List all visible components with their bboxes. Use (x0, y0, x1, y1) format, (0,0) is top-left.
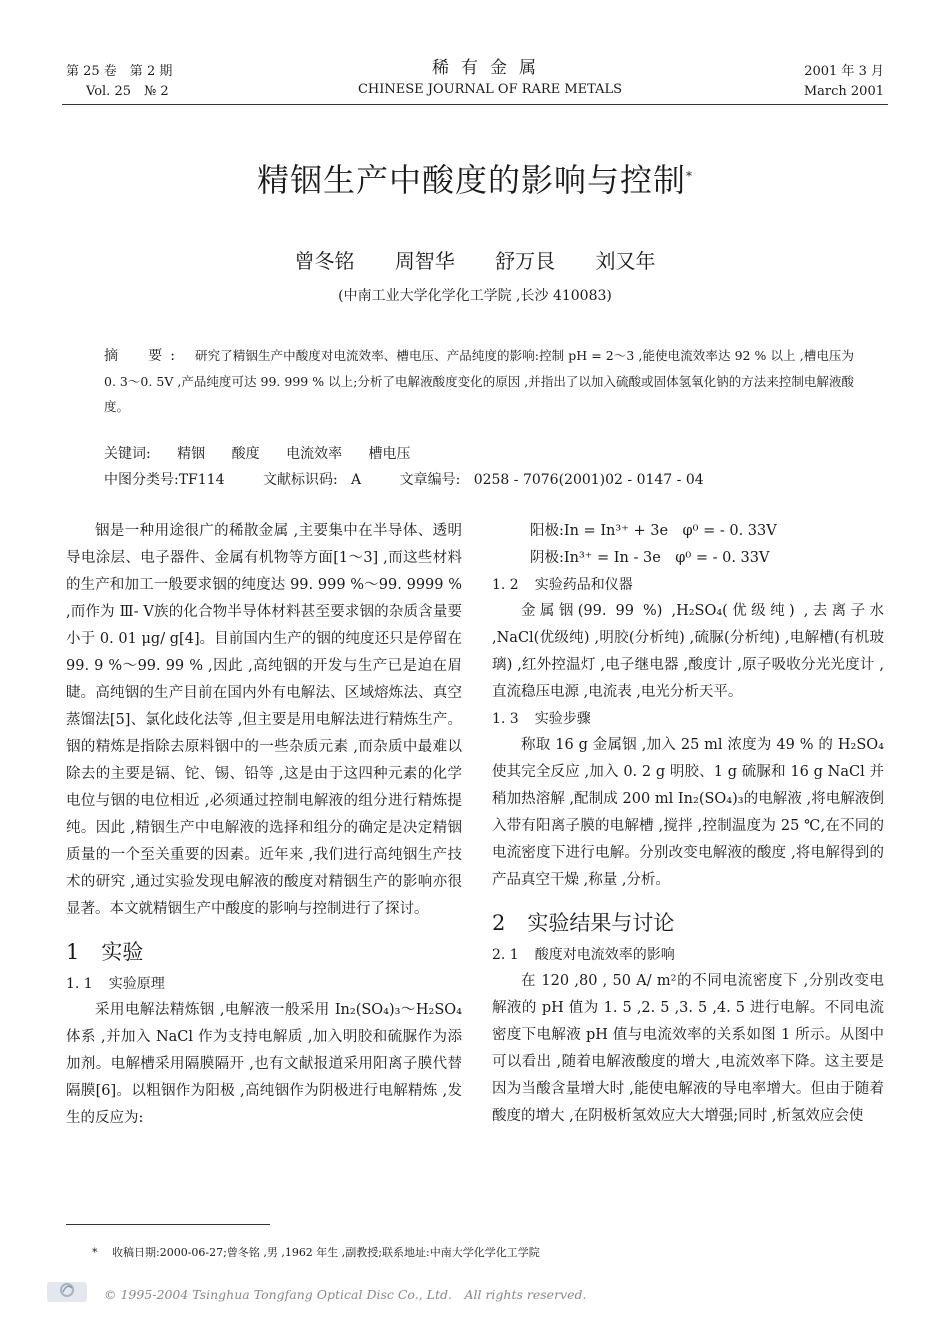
subsection-number: 2. 1 (492, 947, 519, 963)
section-2-heading (492, 906, 884, 940)
keywords (104, 441, 854, 467)
issue-zh: 第 25 卷 第 2 期 (66, 64, 173, 79)
title-footnote-mark: * (686, 169, 693, 183)
keyword-item: 电流效率 (286, 446, 343, 462)
subsection-number: 1. 3 (492, 711, 519, 727)
section-1-heading (66, 935, 462, 969)
abstract-label: 摘 要: (104, 348, 183, 364)
clc-label: 中图分类号: (104, 472, 179, 488)
issue-info (66, 62, 172, 102)
article-no-value: 0258 - 7076(2001)02 - 0147 - 04 (473, 472, 704, 488)
section-number: 2 (492, 911, 506, 935)
subsection-title: 实验原理 (108, 976, 165, 992)
journal-name-en: CHINESE JOURNAL OF RARE METALS (357, 82, 623, 97)
abstract (104, 343, 854, 419)
copyright-notice: © 1995-2004 Tsinghua Tongfang Optical Disc Co., Ltd. All rights reserved. (104, 1287, 587, 1302)
keyword-item: 精铟 (177, 446, 206, 462)
keyword-item: 槽电压 (368, 446, 411, 462)
principle-paragraph: 采用电解法精炼铟 ,电解液一般采用 In₂(SO₄)₃～H₂SO₄体系 ,并加入 NaCl 作为支持电解质 ,加入明胶和硫脲作为添加剂。电解槽采用隔膜隔开 ,也有文献报道采用阳离子膜代替隔膜[6]。以粗铟作为阳极 ,高纯铟作为阴极进行电解精炼 ,发生的反应为: (66, 1002, 462, 1126)
author-3: 舒万艮 (495, 249, 556, 273)
author-list (0, 246, 950, 276)
intro-paragraph: 铟是一种用途很广的稀散金属 ,主要集中在半导体、透明导电涂层、电子器件、金属有机物等方面[1～3] ,而这些材料的生产和加工一般要求铟的纯度达 99. 999 %～99. 9999 % ,而作为 Ⅲ- Ⅴ族的化合物半导体材料甚至要求铟的杂质含量要小于 0. 01 μg/ g[4]。目前国内生产的铟的纯度还只是停留在 99. 9 %～99. 99 % ,因此 ,高纯铟的开发与生产已是迫在眉睫。高纯铟的生产目前在国内外有电解法、区域熔炼法、真空蒸馏法[5]、氯化歧化法等 ,但主要是用电解法进行精炼生产。铟的精炼是指除去原料铟中的一些杂质元素 ,而杂质中最难以除去的主要是镉、铊、锡、铅等 ,这是由于这四种元素的化学电位与铟的电位相近 ,必须通过控制电解液的组分进行精炼提纯。因此 ,精铟生产中电解液的选择和组分的确定是决定精铟质量的一个至关重要的因素。近年来 ,我们进行高纯铟生产技术的研究 ,通过实验发现电解液的酸度对精铟生产的影响亦很显著。本文就精铟生产中酸度的影响与控制进行了探讨。 (66, 523, 462, 917)
paper-title (0, 158, 950, 202)
author-2: 周智华 (394, 249, 455, 273)
doc-code-value: A (351, 472, 362, 488)
paper-title-text: 精铟生产中酸度的影响与控制 (256, 161, 686, 199)
subsection-number: 1. 1 (66, 976, 93, 992)
footnote: * 收稿日期:2000-06-27;曾冬铭 ,男 ,1962 年生 ,副教授;联系地址:中南大学化学化工学院 (92, 1246, 540, 1259)
subsection-title: 酸度对电流效率的影响 (534, 947, 675, 963)
body-right-column (492, 518, 884, 1130)
materials-paragraph: 金属铟(99. 99 %) ,H₂SO₄(优级纯) ,去离子水 ,NaCl(优级纯) ,明胶(分析纯) ,硫脲(分析纯) ,电解槽(有机玻璃) ,红外控温灯 ,电子继电器 ,酸度计 ,原子吸收分光光度计 ,直流稳压电源 ,电流表 ,电光分析天平。 (492, 603, 884, 700)
body-left-column (66, 518, 462, 1132)
equation-anode: 阳极:In = In³⁺ + 3e φ⁰ = - 0. 33V (530, 523, 777, 539)
date-en: March 2001 (803, 84, 884, 99)
date-zh: 2001 年 3 月 (804, 64, 884, 79)
article-no-label: 文章编号: (399, 472, 461, 488)
results-paragraph: 在 120 ,80 , 50 A/ m²的不同电流密度下 ,分别改变电解液的 pH 值为 1. 5 ,2. 5 ,3. 5 ,4. 5 进行电解。不同电流密度下电解液 pH 值与电流效率的关系如图 1 所示。从图中可以看出 ,随着电解液酸度的增大 ,电流效率下降。这主要是因为当酸含量增大时 ,能使电解液的导电率增大。但由于随着酸度的增大 ,在阴极析氢效应大大增强;同时 ,析氢效应会使 (492, 973, 884, 1124)
subsection-number: 1. 2 (492, 577, 519, 593)
subsection-1-1-heading (66, 971, 462, 997)
journal-name (300, 56, 680, 100)
keywords-label: 关键词: (104, 446, 151, 462)
keyword-item: 酸度 (231, 446, 260, 462)
affiliation: (中南工业大学化学化工学院 ,长沙 410083) (338, 288, 612, 304)
author-1: 曾冬铭 (294, 249, 355, 273)
subsection-2-1-heading (492, 942, 884, 968)
equation-cathode: 阴极:In³⁺ = In - 3e φ⁰ = - 0. 33V (530, 550, 770, 566)
subsection-title: 实验药品和仪器 (534, 577, 633, 593)
section-title: 实验 (101, 940, 144, 964)
doc-code-label: 文献标识码: (262, 472, 338, 488)
publisher-logo-icon (46, 1278, 88, 1306)
subsection-title: 实验步骤 (534, 711, 591, 727)
author-4: 刘又年 (595, 249, 656, 273)
journal-name-zh: 稀有金属 (432, 58, 548, 78)
subsection-1-3-heading (492, 706, 884, 732)
abstract-text: 研究了精铟生产中酸度对电流效率、槽电压、产品纯度的影响:控制 pH = 2～3 ,能使电流效率达 92 % 以上 ,槽电压为 0. 3～0. 5V ,产品纯度可达 99. 999 % 以上;分析了电解液酸度变化的原因 ,并指出了以加入硫酸或固体氢氧化钠的方法来控制电解液酸度。 (104, 348, 855, 414)
issue-en: Vol. 25 № 2 (86, 84, 169, 99)
publication-date (804, 62, 884, 102)
procedure-paragraph: 称取 16 g 金属铟 ,加入 25 ml 浓度为 49 % 的 H₂SO₄使其完全反应 ,加入 0. 2 g 明胶、1 g 硫脲和 16 g NaCl 并稍加热溶解 ,配制成 200 ml In₂(SO₄)₃的电解液 ,将电解液倒入带有阳离子膜的电解槽 ,搅拌 ,控制温度为 25 ℃,在不同的电流密度下进行电解。分别改变电解液的酸度 ,将电解得到的产品真空干燥 ,称量 ,分析。 (492, 737, 884, 888)
subsection-1-2-heading (492, 572, 884, 598)
section-title: 实验结果与讨论 (527, 911, 675, 935)
footnote-divider (66, 1224, 270, 1225)
classification-line (104, 467, 854, 493)
clc-value: TF114 (178, 472, 225, 488)
header-divider (62, 104, 888, 105)
section-number: 1 (66, 940, 80, 964)
